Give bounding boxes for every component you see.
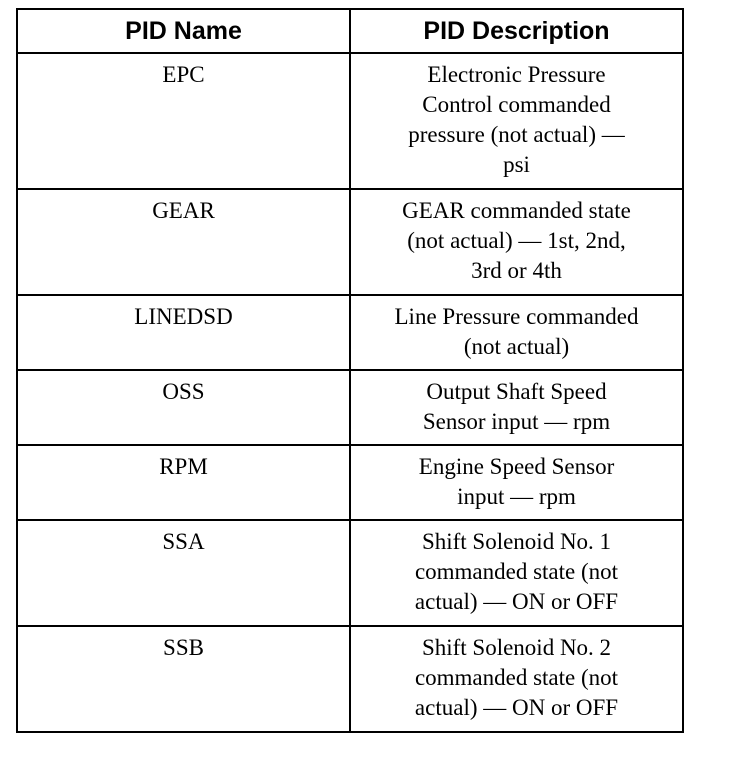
pid-description-cell: [350, 53, 683, 189]
pid-name-cell: OSS: [17, 370, 350, 445]
description-line: Line Pressure commanded: [394, 304, 639, 329]
description-line: commanded state (not: [414, 559, 619, 584]
table-row: [17, 295, 683, 370]
pid-name-cell: SSA: [17, 520, 350, 626]
header-row: [17, 9, 683, 53]
table-row: [17, 189, 683, 295]
description-line: pressure (not actual) —: [408, 122, 625, 147]
pid-name-cell: EPC: [17, 53, 350, 189]
description-line: (not actual) — 1st, 2nd,: [407, 228, 626, 253]
table-row: [17, 53, 683, 189]
description-line: GEAR commanded state: [402, 198, 631, 223]
description-line: Sensor input — rpm: [422, 409, 611, 434]
pid-description-cell: [350, 626, 683, 732]
description-line: Electronic Pressure: [427, 62, 606, 87]
header-pid-name: PID Name: [17, 9, 350, 53]
pid-description-cell: [350, 445, 683, 520]
table-row: [17, 445, 683, 520]
pid-description-cell: [350, 520, 683, 626]
pid-table: [16, 8, 684, 733]
description-line: actual) — ON or OFF: [414, 695, 619, 720]
pid-description-cell: [350, 295, 683, 370]
description-line: actual) — ON or OFF: [414, 589, 619, 614]
table-row: [17, 370, 683, 445]
description-line: Engine Speed Sensor: [418, 454, 615, 479]
pid-name-cell: RPM: [17, 445, 350, 520]
header-pid-description: PID Description: [350, 9, 683, 53]
pid-name-cell: GEAR: [17, 189, 350, 295]
description-line: Output Shaft Speed: [426, 379, 607, 404]
table-row: [17, 626, 683, 732]
pid-name-cell: SSB: [17, 626, 350, 732]
pid-description-cell: [350, 189, 683, 295]
description-line: input — rpm: [457, 484, 576, 509]
description-line: 3rd or 4th: [471, 258, 562, 283]
description-line: psi: [503, 152, 530, 177]
pid-name-cell: LINEDSD: [17, 295, 350, 370]
description-line: Shift Solenoid No. 2: [421, 635, 612, 660]
table-row: [17, 520, 683, 626]
description-line: Shift Solenoid No. 1: [421, 529, 612, 554]
description-line: commanded state (not: [414, 665, 619, 690]
pid-description-cell: [350, 370, 683, 445]
description-line: Control commanded: [422, 92, 611, 117]
description-line: (not actual): [463, 334, 570, 359]
